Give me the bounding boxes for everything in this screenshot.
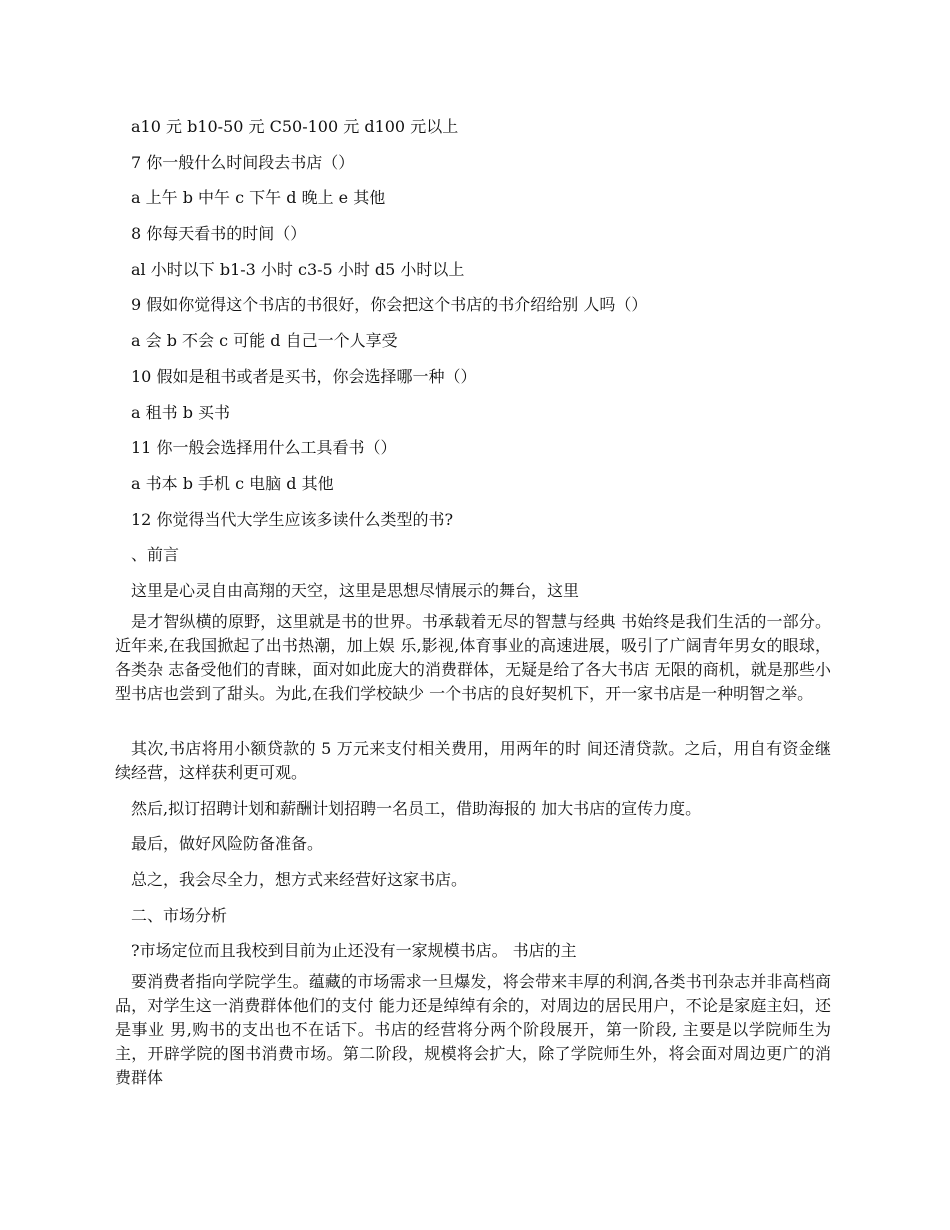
question-9: 9 假如你觉得这个书店的书很好，你会把这个书店的书介绍给别 人吗（）	[131, 295, 648, 314]
text-line: a 会 b 不会 c 可能 d 自己一个人享受	[131, 331, 398, 350]
text-line: 总之，我会尽全力，想方式来经营好这家书店。	[131, 870, 468, 889]
section-heading: 、前言	[131, 545, 180, 564]
paragraph: 要消费者指向学院学生。蕴藏的市场需求一旦爆发，将会带来丰厚的利润,各类书刊杂志并非高档商品，对学生这一消费群体他们的支付 能力还是绰绰有余的，对周边的居民用户，不论是家庭主妇，还是事业 男,购书的支出也不在话下。书店的经营将分两个阶段展开，第一阶段, 主要是以学院师生为主，开辟学院的图书消费市场。第二阶段，规模将会扩大，除了学院师生外，将会面对周边更广的消费群体	[115, 972, 831, 1087]
text-line: a 上午 b 中午 c 下午 d 晚上 e 其他	[131, 188, 386, 207]
text-line: ?市场定位而且我校到目前为止还没有一家规模书店。 书店的主	[131, 941, 577, 960]
question-11: 11 你一般会选择用什么工具看书（）	[131, 438, 397, 457]
text-line: a10 元 b10-50 元 C50-100 元 d100 元以上	[131, 117, 459, 136]
question-12: 12 你觉得当代大学生应该多读什么类型的书?	[131, 510, 454, 529]
paragraph: 其次,书店将用小额贷款的 5 万元来支付相关费用，用两年的时 间还清贷款。之后，用自有资金继续经营，这样获利更可观。	[115, 739, 831, 782]
text-line: a 租书 b 买书	[131, 403, 231, 422]
question-8: 8 你每天看书的时间（）	[131, 224, 307, 243]
question-7: 7 你一般什么时间段去书店（）	[131, 153, 355, 172]
text-line: 这里是心灵自由高翔的天空，这里是思想尽情展示的舞台，这里	[131, 581, 580, 600]
paragraph: 是才智纵横的原野，这里就是书的世界。书承载着无尽的智慧与经典 书始终是我们生活的一部分。近年来,在我国掀起了出书热潮，加上娱 乐,影视,体育事业的高速进展，吸引了广阔青年男女的眼球，各类杂 志备受他们的青睐，面对如此庞大的消费群体，无疑是给了各大书店 无限的商机，就是那些小型书店也尝到了甜头。为此,在我们学校缺少 一个书店的良好契机下，开一家书店是一种明智之举。	[115, 612, 831, 703]
text-line: a 书本 b 手机 c 电脑 d 其他	[131, 474, 334, 493]
text-line: al 小时以下 b1-3 小时 c3-5 小时 d5 小时以上	[131, 260, 465, 279]
text-line: 然后,拟订招聘计划和薪酬计划招聘一名员工，借助海报的 加大书店的宣传力度。	[131, 799, 702, 818]
question-10: 10 假如是租书或者是买书，你会选择哪一种（）	[131, 367, 477, 386]
section-heading: 二、市场分析	[131, 906, 228, 925]
text-line: 最后，做好风险防备准备。	[131, 834, 324, 853]
